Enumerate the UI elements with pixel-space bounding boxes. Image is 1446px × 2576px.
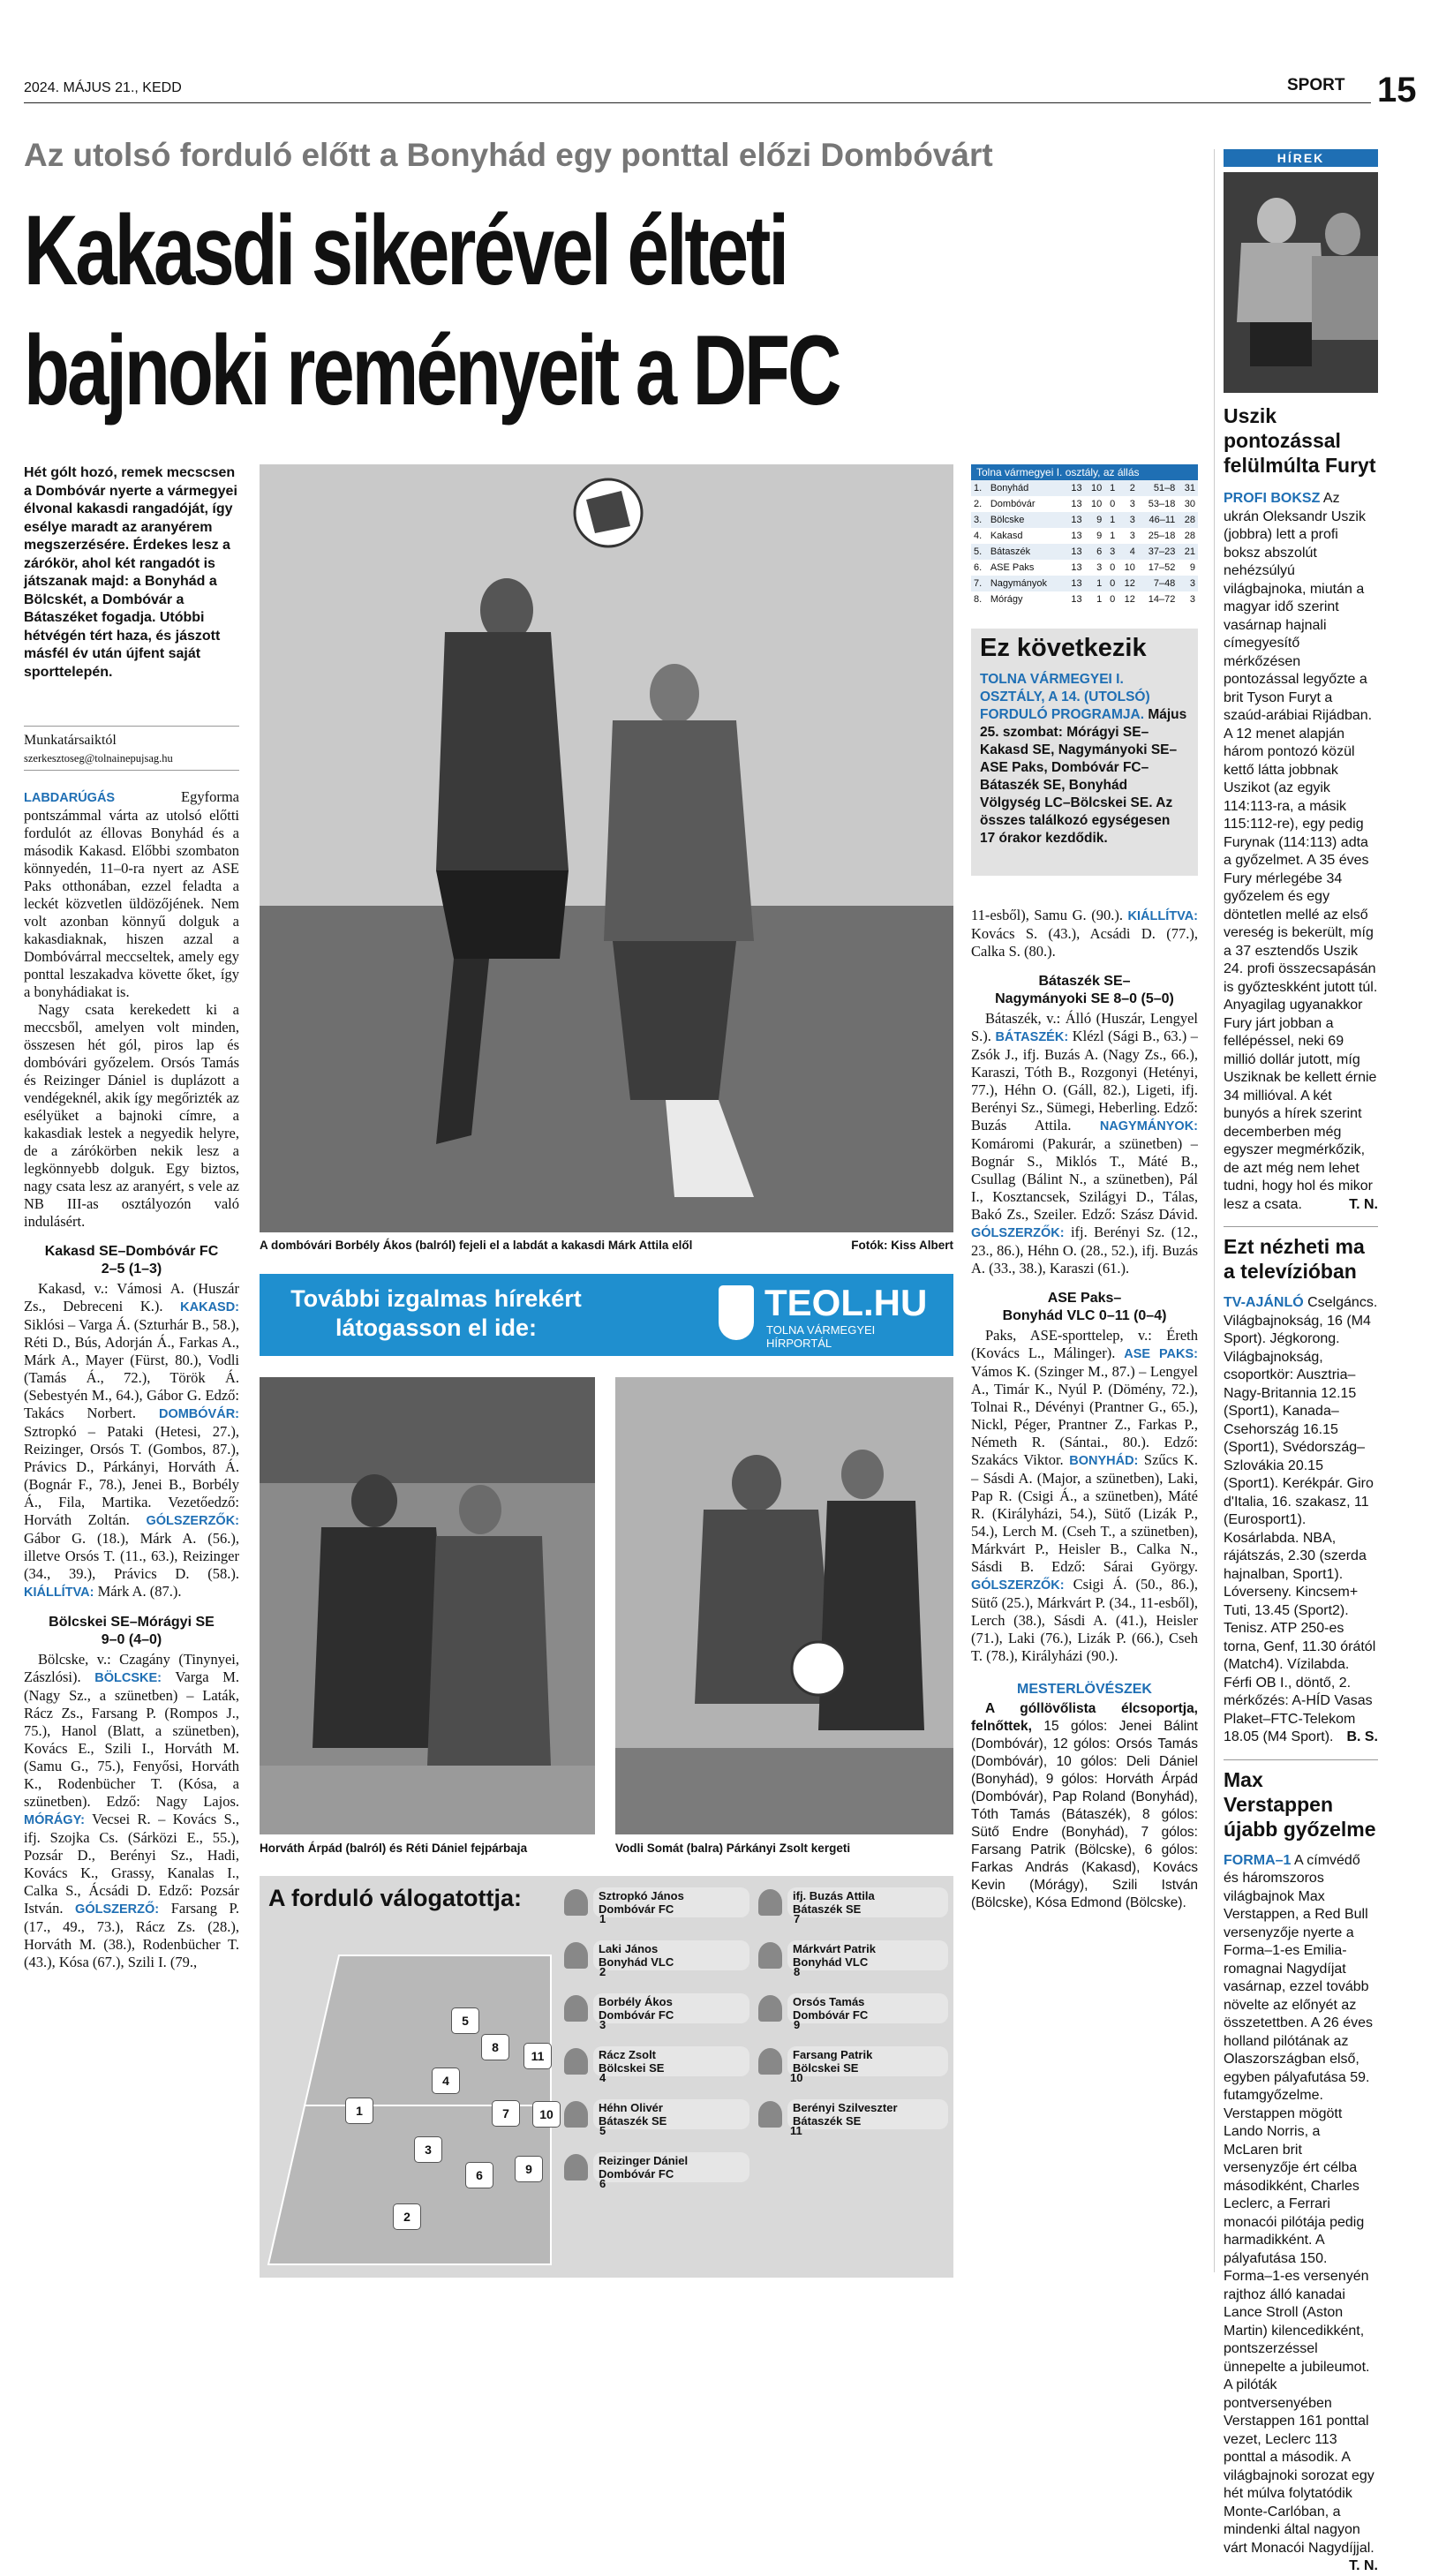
standings-cell: 12 (1124, 594, 1135, 605)
standings-cell: 25–18 (1148, 531, 1176, 541)
standings-row (971, 480, 1198, 496)
players-list-left (564, 1887, 749, 2183)
match3-heading: Bátaszék SE– Nagymányoki SE 8–0 (5–0) (995, 974, 1174, 1006)
standings-cell: Kakasd (990, 531, 1023, 541)
photo-right-illustration (615, 1377, 953, 1834)
teol-banner[interactable] (260, 1274, 953, 1356)
player-photo (758, 1995, 782, 2022)
standings-cell: 51–8 (1138, 480, 1178, 496)
standings-title: Tolna vármegyei I. osztály, az állás (971, 464, 1198, 480)
standings-cell: 0 (1110, 594, 1116, 605)
standings-cell: 1 (1104, 480, 1118, 496)
player-number: 8 (794, 1965, 801, 1978)
boxing-photo (1224, 172, 1378, 393)
standings-cell: 17–52 (1148, 562, 1176, 573)
player-photo (758, 2101, 782, 2128)
player-number: 2 (599, 1965, 606, 1978)
news2-title: Ezt nézheti ma a televízióban (1224, 1235, 1365, 1283)
player-number: 4 (599, 2071, 606, 2084)
standings-cell: Bonyhád (988, 480, 1065, 496)
standings-cell: 37–23 (1138, 544, 1178, 560)
banner-brand: TEOL.HU (764, 1282, 928, 1323)
player-photo (758, 1889, 782, 1916)
title-line-1: Kakasdi sikerével élteti (24, 195, 787, 305)
pitch-shirt-8: 8 (482, 2035, 508, 2060)
standings-cell: 13 (1071, 594, 1082, 605)
standings-cell: 46–11 (1138, 512, 1178, 528)
header-rule (24, 102, 1371, 103)
player-photo (564, 1995, 588, 2022)
news-item-2: Ezt nézheti ma a televízióban TV-AJÁNLÓ Cselgáncs. Világbajnokság, 16 (M4 Sport). Jégkorong. Világbajnokság, csoportkör: Ausztria–Nagy-Britannia 12.15 (Sport1), Kanada–Csehország 16.15 (Sport1), Svédország–Szlovákia 20.15 (Sport1). Kerékpár. Giro d'Italia, 16. szakasz, 11 (Eurosport1). Kosárlabda. NBA, rájátszás, 2.30 (szerda hajnalban, Sport1). Lóverseny. Kincsem+ Tuti, 13.45 (Sport2). Tenisz. ATP 250-es torna, Genf, 11.30 órától (Match4). Vízilabda. Férfi OB I., döntő, 2. mérkőzés: A-HÍD Vasas Plaket–FTC-Telekom 18.05 (M4 Sport). B. S. (1224, 1235, 1378, 1744)
player-photo (564, 1942, 588, 1969)
banner-sub: TOLNA VÁRMEGYEI HÍRPORTÁL (766, 1323, 876, 1350)
player-number: 7 (794, 1912, 801, 1925)
player-photo (564, 2101, 588, 2128)
title-line-2: bajnoki reményeit a DFC (24, 315, 840, 426)
player-number: 10 (790, 2071, 803, 2084)
standings-row (971, 591, 1198, 607)
team-of-round (260, 1876, 953, 2278)
standings-row (971, 512, 1198, 528)
standings-cell: 13 (1065, 576, 1085, 591)
standings-cell: 31 (1178, 480, 1198, 496)
standings-cell: 7–48 (1138, 576, 1178, 591)
pitch-shirt-6: 6 (466, 2163, 493, 2188)
news3-title: Max Verstappen újabb győzelme (1224, 1767, 1376, 1841)
standings-cell: 13 (1065, 512, 1085, 528)
match4-heading: ASE Paks– Bonyhád VLC 0–11 (0–4) (1002, 1291, 1167, 1323)
standings-cell: 2. (974, 499, 983, 509)
standings-cell: 3. (971, 512, 988, 528)
sidebar-label: HÍREK (1224, 149, 1378, 167)
pitch-shirt-7: 7 (493, 2101, 519, 2126)
standings-cell: ASE Paks (990, 562, 1035, 573)
author-rule (24, 770, 239, 771)
pitch-shirt-10: 10 (533, 2102, 560, 2127)
standings-cell: 4. (974, 531, 983, 541)
player-photo (564, 1889, 588, 1916)
pitch-shirt-4: 4 (433, 2068, 459, 2093)
standings-cell: 1. (971, 480, 988, 496)
match2-heading: Bölcskei SE–Mórágyi SE 9–0 (4–0) (49, 1615, 215, 1647)
main-photo-caption: A dombóvári Borbély Ákos (balról) fejeli el a labdát a kakasdi Márk Attila elől (260, 1239, 693, 1252)
player-number: 11 (790, 2124, 802, 2137)
standings-cell: Bátaszék (988, 544, 1065, 560)
sidebar-rule (1224, 1759, 1378, 1760)
standings-cell: 3 (1129, 531, 1135, 541)
standings-cell: 3 (1189, 594, 1195, 605)
pitch-shirt-9: 9 (516, 2157, 542, 2181)
match1-heading: Kakasd SE–Dombóvár FC 2–5 (1–3) (44, 1244, 219, 1277)
author: Munkatársaiktól (24, 733, 117, 748)
shield-icon (719, 1285, 754, 1340)
standings-cell: 0 (1110, 562, 1116, 573)
article-title (24, 191, 1198, 447)
player-card: Orsós Tamás Dombóvár FC (758, 1992, 948, 2024)
player-card: Farsang Patrik Bölcskei SE (758, 2045, 948, 2077)
player-number: 3 (599, 2018, 606, 2031)
standings-cell: 3 (1096, 562, 1103, 573)
standings-cell: 14–72 (1148, 594, 1176, 605)
standings-cell: 10 (1085, 480, 1105, 496)
standings-cell: 21 (1178, 544, 1198, 560)
main-photo-credit: Fotók: Kiss Albert (851, 1239, 953, 1252)
player-photo (564, 2048, 588, 2075)
player-number: 9 (794, 2018, 801, 2031)
standings-cell: 3 (1118, 512, 1138, 528)
standings-cell: 3 (1129, 499, 1135, 509)
standings-cell: 4 (1118, 544, 1138, 560)
article-body-col1: LABDARÚGÁS Egyforma pontszámmal várta az utolsó előtti fordulót az éllovas Bonyhád és a második Kakasd. Előbbi szombaton könnyedén, 11–0-ra nyert az ASE Paks otthonában, ezzel feladta a leckét közvetlen üldözőjének. Nem volt azonban könnyű dolguk a kakasdiaknak, hiszen azzal a Dombóvárral meccseltek, amely egy ponttal leszakadva követte őket, így a bonyhádiakat is. Nagy csata kerekedett ki a meccsből, amelyen volt minden, összesen hét gól, piros lap és dombóvári győzelem. Orsós Tamás és Reizinger Dániel is duplázott a vendégeknél, akik így megőrizték az esélyüket a bajnoki címre, a kakasdiak lestek a negyedik helyre, de a zárókörben nekik lesz a legkönnyebb dolguk. Egy biztos, nagy csata lesz az aranyért, s vele az NB III-as osztályozón való indulásért. Kakasd SE–Dombóvár FC 2–5 (1–3) Kakasd, v.: Vámosi A. (Huszár Zs., Debreceni K.). KAKASD: Siklósi – Varga Á. (Szturhár B., 58.), Réti D., Bús, Adorján Á., Farkas A., Márk A., Mayer (Fürst, 80.), Vodli (Tamás Á., 72.), Török Á. (Sebestyén M., 64.), Gábor G. Edző: Takács Norbert. DOMBÓVÁR: Sztropkó – Pataki (Hetesi, 27.), Reizinger, Orsós T. (Gombos, 87.), Právics D., Párkányi, Horváth Á. (Bognár F., 78.), Jenei B., Borbély Á., Fila, Martika. Vezetőedző: Horváth Zoltán. GÓLSZERZŐK: Gábor G. (18.), Márk A. (56.), illetve Orsós T. (11., 63.), Reizinger (34., 39.), Právics D. (58.). KIÁLLÍTVA: Márk A. (87.). Bölcskei SE–Mórágyi SE 9–0 (4–0) Bölcske, v.: Czagány (Tinynyei, Zászlósi). BÖLCSKE: Varga M. (Nagy Sz., a szünetben) – Laták, Rácz Zs., Farsang P. (Rompos J., 75.), Hanol (Blatt, a szünetben), Kovács E., Szili I., Horváth M. (Samu G., 75.), Fenyősi, Horváth K., Rodenbücher T. (Kósa, a szünetben). Edző: Nagy Lajos. MÓRÁGY: Vecsei R. – Kovács S., ifj. Szojka Cs. (Sárközi E., 55.), Pozsár D., Berényi Sz., Hadi, Kovács K., Grassy, Kanalas I., Calka S., Ácsádi D. Edző: Pozsár István. GÓLSZERZŐ: Farsang P. (17., 49., 73.), Rácz Zs. (28.), Horváth M. (38.), Rodenbücher T. (43.), Kósa (67.), Szili I. (79., (24, 788, 239, 1970)
main-photo-illustration (260, 464, 953, 1232)
pitch-shirt-5: 5 (452, 2008, 478, 2033)
article-kicker: Az utolsó forduló előtt a Bonyhád egy ponttal előzi Dombóvárt (24, 137, 993, 173)
author-email: szerkesztoseg@tolnainepujsag.hu (24, 752, 173, 765)
standings-cell: 1 (1096, 594, 1103, 605)
standings-cell: 0 (1104, 576, 1118, 591)
body-paragraph-1: Egyforma pontszámmal várta az utolsó előtti fordulót az éllovas Bonyhád és a második Kakasd. Előbbi szombaton könnyedén, 11–0-ra nyert az ASE Paks otthonában, ezzel feladta a leckét közvetlen üldözőjének. Nem volt azonban könnyű dolguk a kakasdiaknak, hiszen azzal a Dombóvárral meccseltek, amely egy ponttal leszakadva követte őket, így a bonyhádiakat is. (24, 788, 239, 1000)
article-body-col3: 11-esből), Samu G. (90.). KIÁLLÍTVA: Kovács S. (43.), Acsádi D. (77.), Calka S. (80.). Bátaszék SE– Nagymányoki SE 8–0 (5–0) Bátaszék, v.: Álló (Huszár, Lengyel S.). BÁTASZÉK: Klézl (Sági B., 63.) – Zsók J., ifj. Buzás A. (Nagy Zs., 66.), Karaszi, Tóth B., Rozgonyi (Hetényi, 77.), Héhn O. (Gáll, 82.), Ligeti, ifj. Berényi Sz., Sümegi, Heberling. Edző: Buzás Attila. NAGYMÁNYOK: Komáromi (Pakurár, a szünetben) – Bognár S., Miklós T., Máté B., Csullag (Bálint N., a szünetben), Pál I., Kosztancsek, Szilágyi D., Tálas, Bakó Zs., Szeiler. Edző: Szász Dávid. GÓLSZERZŐK: ifj. Berényi Sz. (12., 23., 86.), Héhn O. (28., 52.), ifj. Buzás A. (33., 38.), Karaszi (61.). ASE Paks– Bonyhád VLC 0–11 (0–4) Paks, ASE-sporttelep, v.: Éreth (Kovács L., Málinger). ASE PAKS: Vámos K. (Szinger M., 87.) – Lengyel A., Timár K., Nyúl P. (Dömény, 72.), Tolnai R., Dévényi (Prantner G., 65.), Nickl, Péger, Prantner Z., Farkas P., Németh R. (Sántai., 80.). Edző: Szakács Viktor. BONYHÁD: Szűcs K. – Sásdi A. (Major, a szünetben), Laki, Pap R. (Csigi Á., a szünetben), Máté R. (Királyházi, 54.), Sütő (Lizák P., 54.), Lerch M. (Cseh T., a szünetben), Márkvárt P., Heisler B., Calka N., Sásdi B. Edző: Sárai György. GÓLSZERZŐK: Csigi Á. (50., 86.), Sütő (25.), Márkvárt P. (34., 11-esből), Lerch (38.), Sásdi A. (41.), Heisler (71.), Laki (76.), Lizák P. (66.), Cseh T. (78.), Királyházi (90.). MESTERLÖVÉSZEK A góllövőlista élcsoportja, felnőttek, 15 gólos: Jenei Bálint (Dombóvár), 12 gólos: Orsós Tamás (Dombóvár), 10 gólos: Deli Dániel (Bonyhád), 9 gólos: Horváth Árpád (Dombóvár), Pap Roland (Bonyhád), Tóth Tamás (Bátaszék), 8 gólos: Sütő Endre (Bonyhád), 7 gólos: Farsang Patrik (Bölcske), 6 gólos: Farkas András (Kakasd), Kovács Kevin (Mórágy), Szili István (Bölcske), Kósa Edmond (Bölcske). (971, 907, 1198, 1910)
player-card: Laki János Bonyhád VLC (564, 1940, 749, 1971)
standings-cell: 5. (971, 544, 988, 560)
standings-cell: 3 (1104, 544, 1118, 560)
standings-cell: 12 (1118, 576, 1138, 591)
standings-cell: 1 (1085, 576, 1105, 591)
player-number: 5 (599, 2124, 606, 2137)
main-photo (260, 464, 953, 1232)
page-number: 15 (1377, 71, 1417, 109)
standings-cell: 53–18 (1148, 499, 1176, 509)
standings-cell: 0 (1110, 499, 1116, 509)
photo-left-caption: Horváth Árpád (balról) és Réti Dániel fejpárbaja (260, 1842, 528, 1855)
player-card: Héhn Olivér Bátaszék SE (564, 2098, 749, 2130)
standings-rows (971, 480, 1198, 607)
pitch-shirt-3: 3 (415, 2137, 441, 2162)
news-item-1: Uszik pontozással felülmúlta Furyt PROFI BOKSZ Az ukrán Oleksandr Uszik (jobbra) lett a profi boksz abszolút nehézsúlyú világbajnoka, miután a magyar idő szerint vasárnap hajnali címegyesítő mérkőzésen pontozással legyőzte a brit Tyson Furyt a szaúd-arábiai Rijádban. A 12 menet alapján három pontozó közül kettő látta jobbnak Uszikot (az egyik 114:113-ra, a másik 115:112-re), egy pedig Furynak (114:113) adta a győzelmet. A 35 éves Fury mérlegébe 34 győzelem és egy döntetlen mellé az első vereség is bekerült, míg a 37 esztendős Uszik 24. profi összecsapásán is győzteskként jutott túl. Anyagilag ugyanakkor Fury járt jobban a fellépéssel, neki 69 millió dollár jutott, míg Usziknak be kellett érnie 34 millióval. A két bunyós a hírek szerint decemberben még egyszer megmérkőzik, de azt még nem lehet tudni, hogy hol és mikor lesz a csata. T. N. (1224, 404, 1378, 1212)
standings-cell: Bölcske (988, 512, 1065, 528)
standings-cell: 8. (974, 594, 983, 605)
news-item-3: Max Verstappen újabb győzelme FORMA–1 A címvédő és háromszoros világbajnok Max Verstappen, a Red Bull versenyzője nyerte a Forma–1-es Emilia-romagnai Nagydíjat vasárnap, ezzel tovább növelte az előnyét az összetettben. A 26 éves holland pilótának az Olaszországban első, egyben pályafutása 59. futamgyőzelme. Verstappen mögött Lando Norris, a McLaren brit versenyzője ért célba másodikként, Charles Leclerc, a Ferrari monacói pilótája pedig harmadikként. A pályafutása 150. Forma–1-es versenyén rajthoz álló kanadai Lance Stroll (Aston Martin) kilencedikként, pontszerzéssel ünnepelte a jubileumot. A pilóták pontversenyében Verstappen 161 ponttal vezet, Leclerc 113 ponttal a második. A világbajnoki sorozat egy hét múlva folytatódik Monte-Carlóban, a mindenki által nagyon várt Monacói Nagydíjjal. T. N. (1224, 1767, 1378, 2573)
standings-cell: 13 (1071, 562, 1082, 573)
standings-cell: Dombóvár (990, 499, 1036, 509)
standings-cell: 13 (1065, 544, 1085, 560)
photo-right-caption: Vodli Somát (balra) Párkányi Zsolt kergeti (615, 1842, 851, 1855)
standings-cell: 1 (1104, 512, 1118, 528)
section-label: SPORT (1287, 76, 1345, 94)
player-card: Berényi Szilveszter Bátaszék SE (758, 2098, 948, 2130)
standings-row (971, 576, 1198, 591)
standings-cell: 7. (971, 576, 988, 591)
next-round-title: Ez következik (980, 634, 1147, 662)
standings-cell: Mórágy (990, 594, 1023, 605)
standings-cell: 13 (1065, 480, 1085, 496)
body-keyword: LABDARÚGÁS (24, 791, 116, 805)
standings-row (971, 560, 1198, 576)
scorers-title: MESTERLÖVÉSZEK (1017, 1682, 1152, 1697)
player-photo (758, 1942, 782, 1969)
standings-cell: 3 (1178, 576, 1198, 591)
body-paragraph-2: Nagy csata kerekedett ki a meccsből, amelyen volt minden, összesen hét gól, piros lap és dombóvári győzelem. Orsós Tamás és Reizinger Dániel is duplázott a vendégeknél, akik így megőrizték az esélyüket a bajnoki címre, a kakasdiak lestek a negyedik helyre, de a zárókörben nekik lesz a legkönnyebb dolguk. Egy biztos, nagy csata lesz az aranyért, s vele az NB III-as osztályozón való indulásért. (24, 1001, 239, 1230)
pitch-shirt-11: 11 (524, 2044, 551, 2068)
banner-text: További izgalmas hírekért látogasson el ide: (290, 1285, 582, 1341)
player-photo (564, 2154, 588, 2181)
standings-row (971, 528, 1198, 544)
player-card: Rácz Zsolt Bölcskei SE (564, 2045, 749, 2077)
players-list-right (758, 1887, 948, 2130)
standings-cell: Nagymányok (988, 576, 1065, 591)
standings-cell: 6. (974, 562, 983, 573)
player-card: Borbély Ákos Dombóvár FC (564, 1992, 749, 2024)
player-card: Reizinger Dániel Dombóvár FC (564, 2151, 749, 2183)
sidebar-rule (1224, 1226, 1378, 1227)
standings-cell: 9 (1096, 531, 1103, 541)
pitch-shirt-1: 1 (346, 2098, 373, 2123)
standings-cell: 1 (1110, 531, 1116, 541)
standings-cell: 13 (1071, 499, 1082, 509)
news-sidebar (1214, 149, 1378, 2573)
standings-cell: 28 (1184, 531, 1195, 541)
lead-rule (24, 726, 239, 727)
standings-row (971, 496, 1198, 512)
article-lead: Hét gólt hozó, remek mecscsen a Dombóvár nyerte a vármegyei élvonal kakasdi rangadóját, így esélye maradt az aranyérem megszerzésére. Érdekes lesz a zárókör, ahol két rangadót is játszanak majd: a Bonyhád a Bölcskét, a Dombóvár a Bátaszéket fogadja. Utóbbi hétvégén tért haza, és jászott másfél év után újfent saját sporttelepén. (24, 465, 237, 680)
boxing-photo-illustration (1224, 172, 1378, 393)
player-number: 1 (599, 1912, 606, 1925)
standings-cell: 9 (1189, 562, 1195, 573)
next-round-box (971, 629, 1198, 876)
photo-left (260, 1377, 595, 1834)
news1-title: Uszik pontozással felülmúlta Furyt (1224, 404, 1376, 477)
standings-cell: 10 (1124, 562, 1135, 573)
player-card: Márkvárt Patrik Bonyhád VLC (758, 1940, 948, 1971)
team-of-round-title: A forduló válogatottja: (268, 1885, 522, 1911)
photo-right (615, 1377, 953, 1834)
standings-cell: 2 (1118, 480, 1138, 496)
player-number: 6 (599, 2177, 606, 2190)
player-card: Sztropkó János Dombóvár FC (564, 1887, 749, 1918)
photo-left-illustration (260, 1377, 595, 1834)
standings-cell: 9 (1085, 512, 1105, 528)
standings-row (971, 544, 1198, 560)
standings-cell: 10 (1090, 499, 1103, 509)
standings-cell: 13 (1071, 531, 1082, 541)
standings-cell: 6 (1085, 544, 1105, 560)
standings-cell: 28 (1178, 512, 1198, 528)
standings-cell: 30 (1184, 499, 1195, 509)
player-card: ifj. Buzás Attila Bátaszék SE (758, 1887, 948, 1918)
issue-date: 2024. MÁJUS 21., KEDD (24, 80, 182, 95)
next-round-text: TOLNA VÁRMEGYEI I. OSZTÁLY, A 14. (UTOLSÓ) FORDULÓ PROGRAMJA. Május 25. szombat: Mórágyi SE–Kakasd SE, Nagymányoki SE–ASE Paks, Dombóvár FC–Bátaszék SE, Bonyhád Völgység LC–Bölcskei SE. Az összes találkozó egységesen 17 órakor kezdődik. (980, 672, 1187, 846)
player-photo (758, 2048, 782, 2075)
standings-table (971, 464, 1198, 607)
pitch-shirt-2: 2 (394, 2204, 420, 2229)
